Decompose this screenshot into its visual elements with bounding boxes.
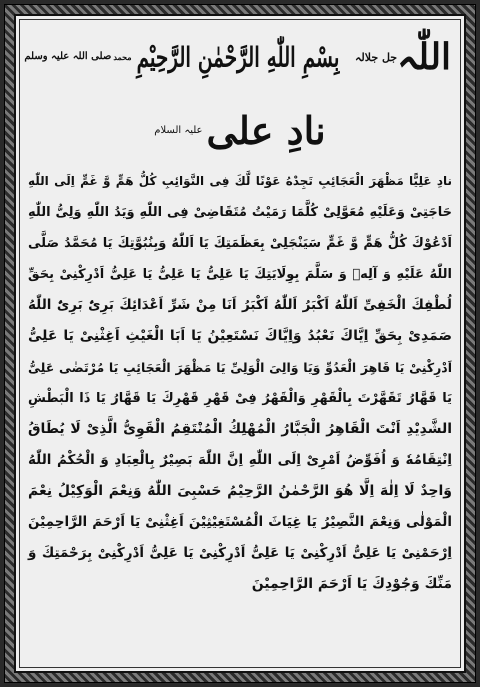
text-line: یَا قَهَّارُ تَقَهَّرْتَ بِالْقَهْرِ وَالْقَهْرُ فِیْ قَهْرِ قَهْرِكَ یَا قَهَّارُ یَا ذَا الْبَطْشِ [28, 391, 452, 406]
text-line: وَاحِدٌ لَا اِلٰهَ اِلَّا هُوَ الرَّحْمٰنُ الرَّحِیْمُ حَسْبِیَ اللّٰهُ وَنِعْمَ الْوَكِیْلُ نِعْمَ [28, 483, 452, 499]
header [24, 24, 456, 90]
text-line: صَمَدِیْ بِحَقِّ اِیَّاكَ نَعْبُدُ وَاِیَّاكَ نَسْتَعِیْنُ یَا اَبَا الْغَیْثِ اَغِثْنِیْ یَا عَلِیُّ [28, 328, 452, 344]
title-honorific: علیہ السلام [154, 124, 203, 136]
page-title [16, 100, 464, 160]
text-line: اِرْحَمْنِیْ یَا عَلِیُّ اَدْرِكْنِیْ یَا عَلِیُّ اَدْرِكْنِیْ یَا عَلِیُّ اَدْرِكْنِیْ بِرَحْمَتِكَ وَ [28, 545, 452, 561]
muhammad-text: محمد [113, 52, 132, 62]
allah-text: اللّٰہ [397, 36, 452, 78]
prayer-text [26, 166, 454, 661]
text-line: الْمَوْلٰی وَنِعْمَ النَّصِیْرُ یَا غِیَاثَ الْمُسْتَغِیْثِیْنَ اَغِثْنِیْ یَا اَرْحَمَ الرَّاحِمِیْنَ [28, 514, 452, 530]
text-line: اِنْتِقَامُهٗ وَ اُفَوِّضُ اَمْرِیْ اِلَی اللّٰهِ اِنَّ اللّٰهَ بَصِیْرٌ بِالْعِبَادِ وَ الْحُكْمُ اللّٰهُ [28, 452, 452, 468]
muhammad-calligraphy [24, 24, 132, 90]
text-panel [14, 14, 466, 673]
allah-honorific: جل جلالہ [354, 50, 398, 64]
text-line: نادِ عَلِیًّا مَظْهَرَ الْعَجَائِبِ تَجِدْهُ عَوْنًا لَّكَ فِی النَّوَائِبِ كُلُّ هَمٍّ وَّ غَمٍّ اِلَی اللّٰهِ [28, 174, 452, 188]
allah-calligraphy [352, 24, 452, 90]
title-text: نادِ علی [206, 107, 326, 153]
text-line: اللّٰهُ عَلَیْهِ وَ آلِهٖ وَ سَلَّمَ بِوِلَایَتِكَ یَا عَلِیُّ یَا عَلِیُّ یَا عَلِیُّ اَدْرِكْنِیْ بِحَقِّ [28, 267, 452, 282]
text-line: حَاجَتِیْ وَعَلَیْهِ مُعَوَّلِیْ كُلَّمَا رَمَیْتُ مُتَقَاضِیْ فِی اللّٰهِ وَیَدُ اللّٰهِ وَلِیُّ اللّٰهِ [28, 205, 452, 220]
bismillah-calligraphy: بِسْمِ اللّٰهِ الرَّحْمٰنِ الرَّحِيْمِ [136, 40, 340, 74]
text-line: اَدْعُوْكَ كُلُّ هَمٍّ وَّ غَمٍّ سَیَنْجَلِیْ بِعَظَمَتِكَ یَا اَللّٰهُ وَبِنُبُوَّتِكَ یَا مُحَمَّدُ صَلَّی [28, 236, 452, 251]
text-line: لُطْفِكَ الْخَفِیِّ اَللّٰهُ اَكْبَرُ اَللّٰهُ اَكْبَرُ اَنَا مِنْ شَرِّ اَعْدَائِكَ بَرِیٌٔ بَرِیٌٔ اللّٰهُ [28, 297, 452, 313]
text-line: اَدْرِكْنِیْ یَا قَاهِرَ الْعَدُوِّ وَیَا وَالِیَ الْوَلِیِّ یَا مَظْهَرَ الْعَجَائِبِ یَا مُرْتَضٰی عَلِیُّ [28, 360, 452, 375]
text-line: الشَّدِیْدِ اَنْتَ الْقَاهِرُ الْجَبَّارُ الْمُهْلِكُ الْمُنْتَقِمُ الْقَوِیُّ الَّذِیْ لَا یُطَاقُ [28, 421, 452, 437]
muhammad-honorific: صلی اللہ علیہ وسلم [24, 51, 112, 62]
text-line: مَنِّكَ وَجُوْدِكَ یَا اَرْحَمَ الرَّاحِمِیْنَ [251, 576, 452, 592]
